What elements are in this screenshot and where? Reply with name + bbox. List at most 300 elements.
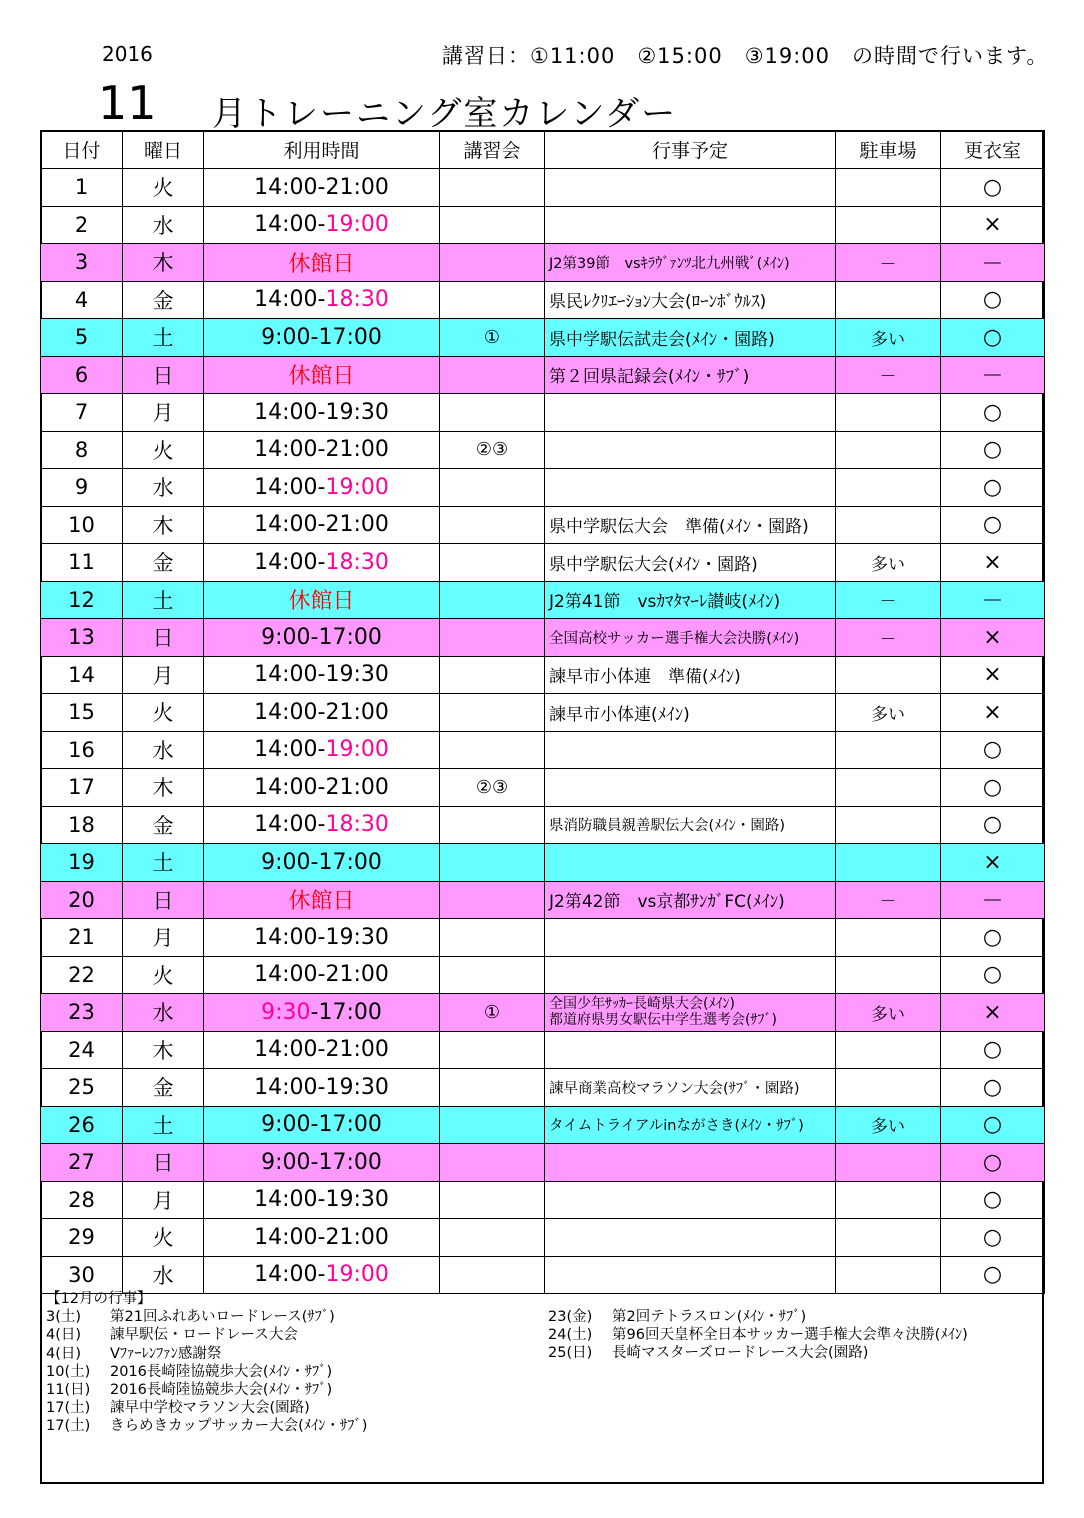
event-name: 2016長崎陸協競歩大会(ﾒｲﾝ・ｻﾌﾞ)	[110, 1363, 333, 1380]
event-cell: J2第41節 vsｶﾏﾀﾏｰﾚ讃岐(ﾒｲﾝ)	[545, 581, 836, 619]
event-cell: 第２回県記録会(ﾒｲﾝ・ｻﾌﾞ)	[545, 356, 836, 394]
hours-start: 9:00-	[261, 324, 319, 350]
event-cell: 県中学駅伝大会(ﾒｲﾝ・園路)	[545, 544, 836, 582]
parking-cell	[836, 206, 941, 244]
parking-cell	[836, 1181, 941, 1219]
weekday-cell: 土	[123, 1106, 204, 1144]
parking-cell: －	[836, 356, 941, 394]
weekday-cell: 日	[123, 881, 204, 919]
date-cell: 24	[41, 1031, 123, 1069]
hours-start: 14:00-	[254, 1037, 326, 1063]
parking-cell: 多い	[836, 319, 941, 357]
locker-cell: ○	[941, 1219, 1045, 1257]
weekday-cell: 火	[123, 169, 204, 207]
calendar-row	[41, 881, 1045, 919]
hours-cell	[204, 956, 440, 994]
calendar-row	[41, 919, 1045, 957]
class-cell	[440, 356, 545, 394]
hours-end: 19:00	[325, 737, 389, 763]
class-cell	[440, 919, 545, 957]
weekday-cell: 水	[123, 206, 204, 244]
december-event-item	[46, 1381, 367, 1399]
hours-end: 21:00	[325, 1037, 389, 1063]
weekday-cell: 月	[123, 394, 204, 432]
parking-cell: 多い	[836, 544, 941, 582]
weekday-cell: 金	[123, 544, 204, 582]
date-cell: 12	[41, 581, 123, 619]
date-cell: 23	[41, 994, 123, 1032]
calendar-row	[41, 694, 1045, 732]
class-cell	[440, 1106, 545, 1144]
hours-cell	[204, 1106, 440, 1144]
event-cell	[545, 994, 836, 1032]
calendar-row	[41, 244, 1045, 282]
class-cell	[440, 956, 545, 994]
event-name: Vﾌｧｰﾚﾝﾌｧﾝ感謝祭	[110, 1345, 222, 1362]
december-event-item	[46, 1399, 367, 1417]
hours-cell	[204, 769, 440, 807]
parking-cell	[836, 431, 941, 469]
date-cell: 15	[41, 694, 123, 732]
hours-cell	[204, 544, 440, 582]
hours-end: 19:30	[325, 1074, 389, 1100]
calendar-row	[41, 431, 1045, 469]
calendar-row	[41, 319, 1045, 357]
closed-day-cell: 休館日	[204, 244, 440, 282]
year-label: 2016	[102, 42, 153, 66]
event-date: 11(日)	[46, 1382, 91, 1399]
closed-day-cell: 休館日	[204, 581, 440, 619]
calendar-row	[41, 506, 1045, 544]
calendar-row	[41, 206, 1045, 244]
event-cell: 諫早商業高校マラソン大会(ｻﾌﾞ・園路)	[545, 1069, 836, 1107]
weekday-cell: 火	[123, 956, 204, 994]
event-name: 2016長崎陸協競歩大会(ﾒｲﾝ・ｻﾌﾞ)	[110, 1382, 333, 1399]
hours-cell	[204, 694, 440, 732]
event-name: 第2回テトラスロン(ﾒｲﾝ・ｻﾌﾞ)	[612, 1309, 807, 1325]
date-cell: 8	[41, 431, 123, 469]
class-cell	[440, 281, 545, 319]
hours-cell	[204, 1256, 440, 1294]
hours-end: 21:00	[325, 437, 389, 463]
locker-cell: ×	[941, 619, 1045, 657]
date-cell: 30	[41, 1256, 123, 1294]
hours-cell	[204, 169, 440, 207]
closed-day-cell: 休館日	[204, 881, 440, 919]
date-cell: 16	[41, 731, 123, 769]
parking-cell	[836, 806, 941, 844]
class-cell	[440, 1069, 545, 1107]
hours-end: 17:00	[318, 624, 382, 650]
hours-end: 21:00	[325, 962, 389, 988]
hours-cell	[204, 469, 440, 507]
col-header-events: 行事予定	[545, 131, 836, 169]
class-cell	[440, 169, 545, 207]
event-cell: 諫早市小体連(ﾒｲﾝ)	[545, 694, 836, 732]
calendar-row	[41, 1069, 1045, 1107]
locker-cell: ○	[941, 919, 1045, 957]
locker-cell: ○	[941, 281, 1045, 319]
hours-end: 19:30	[325, 1187, 389, 1213]
weekday-cell: 土	[123, 319, 204, 357]
parking-cell	[836, 956, 941, 994]
hours-start: 9:00-	[261, 624, 319, 650]
date-cell: 11	[41, 544, 123, 582]
hours-end: 17:00	[318, 324, 382, 350]
parking-cell	[836, 169, 941, 207]
parking-cell	[836, 281, 941, 319]
december-event-item	[46, 1326, 367, 1344]
class-cell	[440, 619, 545, 657]
locker-cell: ○	[941, 1256, 1045, 1294]
class-cell	[440, 244, 545, 282]
calendar-row	[41, 731, 1045, 769]
locker-cell: ○	[941, 1106, 1045, 1144]
hours-cell	[204, 1144, 440, 1182]
hours-start: 14:00-	[254, 699, 326, 725]
class-times-notice: 講習日：①11:00 ②15:00 ③19:00 の時間で行います。	[442, 44, 1049, 68]
weekday-cell: 火	[123, 694, 204, 732]
locker-cell: ○	[941, 394, 1045, 432]
class-cell: ②③	[440, 769, 545, 807]
calendar-row	[41, 956, 1045, 994]
class-cell	[440, 806, 545, 844]
hours-start: 14:00-	[254, 1224, 326, 1250]
class-cell	[440, 394, 545, 432]
parking-cell: －	[836, 581, 941, 619]
class-cell	[440, 581, 545, 619]
hours-start: 14:00-	[254, 437, 326, 463]
page-title: 月トレーニング室カレンダー	[212, 94, 678, 134]
december-event-item	[548, 1308, 968, 1326]
hours-start: 14:00-	[254, 399, 326, 425]
event-date: 17(土)	[46, 1400, 91, 1417]
weekday-cell: 水	[123, 994, 204, 1032]
hours-start: 9:00-	[261, 1149, 319, 1175]
date-cell: 13	[41, 619, 123, 657]
hours-end: 21:00	[325, 174, 389, 200]
weekday-cell: 木	[123, 244, 204, 282]
weekday-cell: 日	[123, 1144, 204, 1182]
locker-cell: －	[941, 581, 1045, 619]
locker-cell: ○	[941, 169, 1045, 207]
hours-start: 14:00-	[254, 512, 326, 538]
weekday-cell: 金	[123, 281, 204, 319]
date-cell: 3	[41, 244, 123, 282]
closed-day-cell: 休館日	[204, 356, 440, 394]
col-header-hours: 利用時間	[204, 131, 440, 169]
event-cell: 県消防職員親善駅伝大会(ﾒｲﾝ・園路)	[545, 806, 836, 844]
hours-end: 18:30	[325, 812, 389, 838]
hours-start: 14:00-	[254, 1074, 326, 1100]
locker-cell: ×	[941, 844, 1045, 882]
event-cell	[545, 844, 836, 882]
weekday-cell: 水	[123, 731, 204, 769]
date-cell: 22	[41, 956, 123, 994]
locker-cell: ○	[941, 469, 1045, 507]
locker-cell: ○	[941, 806, 1045, 844]
december-event-item	[548, 1344, 968, 1362]
december-events-right	[548, 1308, 968, 1363]
locker-cell: －	[941, 244, 1045, 282]
event-cell	[545, 206, 836, 244]
parking-cell	[836, 1144, 941, 1182]
calendar-row	[41, 1256, 1045, 1294]
parking-cell: 多い	[836, 694, 941, 732]
hours-end: 21:00	[325, 1224, 389, 1250]
hours-start: 14:00-	[254, 924, 326, 950]
december-event-item	[46, 1417, 367, 1435]
calendar-row	[41, 281, 1045, 319]
hours-cell	[204, 1069, 440, 1107]
hours-start: 14:00-	[254, 474, 326, 500]
hours-start: 14:00-	[254, 774, 326, 800]
hours-end: 18:30	[325, 549, 389, 575]
event-name: 諫早駅伝・ロードレース大会	[110, 1327, 298, 1344]
event-cell	[545, 1219, 836, 1257]
calendar-row	[41, 769, 1045, 807]
hours-cell	[204, 394, 440, 432]
parking-cell	[836, 731, 941, 769]
parking-cell: －	[836, 881, 941, 919]
weekday-cell: 月	[123, 656, 204, 694]
calendar-row	[41, 806, 1045, 844]
class-cell	[440, 1219, 545, 1257]
parking-cell	[836, 1031, 941, 1069]
locker-cell: ○	[941, 1031, 1045, 1069]
calendar-row	[41, 581, 1045, 619]
hours-cell	[204, 994, 440, 1032]
december-event-item	[46, 1308, 367, 1326]
event-cell	[545, 1256, 836, 1294]
class-cell: ①	[440, 994, 545, 1032]
hours-end: 17:00	[318, 1112, 382, 1138]
parking-cell: －	[836, 619, 941, 657]
event-cell	[545, 1181, 836, 1219]
event-cell: J2第42節 vs京都ｻﾝｶﾞFC(ﾒｲﾝ)	[545, 881, 836, 919]
weekday-cell: 土	[123, 844, 204, 882]
date-cell: 20	[41, 881, 123, 919]
event-date: 4(日)	[46, 1345, 82, 1362]
event-name: きらめきカップサッカー大会(ﾒｲﾝ・ｻﾌﾞ)	[110, 1418, 368, 1435]
class-cell	[440, 694, 545, 732]
weekday-cell: 水	[123, 469, 204, 507]
december-event-item	[46, 1345, 367, 1363]
col-header-locker: 更衣室	[941, 131, 1045, 169]
calendar-row	[41, 169, 1045, 207]
event-line: 全国少年ｻｯｶｰ長崎県大会(ﾒｲﾝ)	[549, 996, 735, 1013]
class-cell	[440, 656, 545, 694]
event-cell	[545, 731, 836, 769]
date-cell: 19	[41, 844, 123, 882]
calendar-row	[41, 1031, 1045, 1069]
class-cell: ①	[440, 319, 545, 357]
hours-start: 14:00-	[254, 287, 326, 313]
event-cell: 全国高校サッカー選手権大会決勝(ﾒｲﾝ)	[545, 619, 836, 657]
date-cell: 2	[41, 206, 123, 244]
weekday-cell: 土	[123, 581, 204, 619]
parking-cell	[836, 394, 941, 432]
event-cell	[545, 956, 836, 994]
class-cell	[440, 506, 545, 544]
hours-start: 14:00-	[254, 174, 326, 200]
weekday-cell: 日	[123, 356, 204, 394]
header-row	[41, 131, 1045, 169]
calendar-row	[41, 1144, 1045, 1182]
hours-start: 14:00-	[254, 737, 326, 763]
calendar-row	[41, 1106, 1045, 1144]
date-cell: 9	[41, 469, 123, 507]
class-cell	[440, 469, 545, 507]
hours-start: 14:00-	[254, 662, 326, 688]
hours-start: 14:00-	[254, 549, 326, 575]
hours-end: 19:00	[325, 474, 389, 500]
parking-cell	[836, 506, 941, 544]
hours-cell	[204, 1181, 440, 1219]
hours-end: 19:30	[325, 399, 389, 425]
weekday-cell: 水	[123, 1256, 204, 1294]
class-cell	[440, 1144, 545, 1182]
hours-start: 14:00-	[254, 812, 326, 838]
hours-cell	[204, 281, 440, 319]
december-event-item	[548, 1326, 968, 1344]
locker-cell: ○	[941, 1144, 1045, 1182]
locker-cell: －	[941, 356, 1045, 394]
date-cell: 17	[41, 769, 123, 807]
calendar-row	[41, 1219, 1045, 1257]
parking-cell: 多い	[836, 994, 941, 1032]
december-events-left	[46, 1290, 367, 1436]
hours-start: 14:00-	[254, 1187, 326, 1213]
hours-start: 14:00-	[254, 962, 326, 988]
event-cell: 県中学駅伝試走会(ﾒｲﾝ・園路)	[545, 319, 836, 357]
weekday-cell: 火	[123, 431, 204, 469]
event-cell: 諫早市小体連 準備(ﾒｲﾝ)	[545, 656, 836, 694]
event-name: 第21回ふれあいロードレース(ｻﾌﾞ)	[110, 1309, 335, 1326]
event-cell	[545, 919, 836, 957]
weekday-cell: 木	[123, 506, 204, 544]
class-cell	[440, 844, 545, 882]
hours-cell	[204, 431, 440, 469]
hours-end: 21:00	[325, 774, 389, 800]
event-date: 23(金)	[548, 1309, 593, 1325]
event-cell: J2第39節 vsｷﾗｳﾞｧﾝﾂ北九州戦ﾞ(ﾒｲﾝ)	[545, 244, 836, 282]
hours-start: 9:00-	[261, 1112, 319, 1138]
hours-cell	[204, 731, 440, 769]
hours-cell	[204, 919, 440, 957]
parking-cell	[836, 1069, 941, 1107]
locker-cell: ○	[941, 319, 1045, 357]
event-date: 24(土)	[548, 1327, 593, 1344]
event-date: 25(日)	[548, 1345, 593, 1362]
locker-cell: ×	[941, 994, 1045, 1032]
hours-end: 19:00	[325, 212, 389, 238]
locker-cell: ○	[941, 506, 1045, 544]
calendar-row	[41, 619, 1045, 657]
event-name: 第96回天皇杯全日本サッカー選手権大会準々決勝(ﾒｲﾝ)	[612, 1327, 968, 1344]
weekday-cell: 月	[123, 919, 204, 957]
locker-cell: ○	[941, 769, 1045, 807]
event-date: 17(土)	[46, 1418, 91, 1435]
weekday-cell: 金	[123, 1069, 204, 1107]
col-header-parking: 駐車場	[836, 131, 941, 169]
calendar-row	[41, 1181, 1045, 1219]
col-header-class: 講習会	[440, 131, 545, 169]
hours-end: -17:00	[310, 999, 382, 1025]
month-number: 11	[98, 76, 157, 130]
calendar-table	[40, 130, 1045, 1294]
event-date: 4(日)	[46, 1327, 82, 1344]
event-cell: 県中学駅伝大会 準備(ﾒｲﾝ・園路)	[545, 506, 836, 544]
locker-cell: ○	[941, 1181, 1045, 1219]
date-cell: 18	[41, 806, 123, 844]
locker-cell: －	[941, 881, 1045, 919]
parking-cell: －	[836, 244, 941, 282]
class-cell: ②③	[440, 431, 545, 469]
parking-cell: 多い	[836, 1106, 941, 1144]
class-cell	[440, 1256, 545, 1294]
december-events-title: 【12月の行事】	[46, 1291, 152, 1307]
class-cell	[440, 881, 545, 919]
date-cell: 14	[41, 656, 123, 694]
hours-cell	[204, 806, 440, 844]
date-cell: 27	[41, 1144, 123, 1182]
date-cell: 1	[41, 169, 123, 207]
class-cell	[440, 206, 545, 244]
parking-cell	[836, 1256, 941, 1294]
class-cell	[440, 1181, 545, 1219]
hours-start: 14:00-	[254, 212, 326, 238]
weekday-cell: 日	[123, 619, 204, 657]
locker-cell: ○	[941, 1069, 1045, 1107]
hours-cell	[204, 1219, 440, 1257]
date-cell: 6	[41, 356, 123, 394]
date-cell: 25	[41, 1069, 123, 1107]
event-date: 3(土)	[46, 1309, 82, 1326]
calendar-row	[41, 394, 1045, 432]
locker-cell: ×	[941, 656, 1045, 694]
locker-cell: ×	[941, 694, 1045, 732]
calendar-row	[41, 356, 1045, 394]
calendar-row	[41, 656, 1045, 694]
date-cell: 10	[41, 506, 123, 544]
hours-end: 19:30	[325, 662, 389, 688]
weekday-cell: 火	[123, 1219, 204, 1257]
hours-cell	[204, 506, 440, 544]
parking-cell	[836, 844, 941, 882]
parking-cell	[836, 919, 941, 957]
calendar-row	[41, 844, 1045, 882]
hours-end: 17:00	[318, 1149, 382, 1175]
hours-cell	[204, 619, 440, 657]
hours-end: 21:00	[325, 512, 389, 538]
hours-start: 9:00-	[261, 849, 319, 875]
date-cell: 29	[41, 1219, 123, 1257]
event-name: 長崎マスターズロードレース大会(園路)	[612, 1345, 869, 1362]
locker-cell: ○	[941, 431, 1045, 469]
weekday-cell: 金	[123, 806, 204, 844]
calendar-row	[41, 994, 1045, 1032]
hours-end: 19:30	[325, 924, 389, 950]
parking-cell	[836, 656, 941, 694]
event-date: 10(土)	[46, 1363, 91, 1380]
parking-cell	[836, 469, 941, 507]
event-line: 都道府県男女駅伝中学生選考会(ｻﾌﾞ)	[549, 1012, 777, 1029]
calendar-row	[41, 469, 1045, 507]
class-cell	[440, 1031, 545, 1069]
hours-cell	[204, 1031, 440, 1069]
class-cell	[440, 544, 545, 582]
